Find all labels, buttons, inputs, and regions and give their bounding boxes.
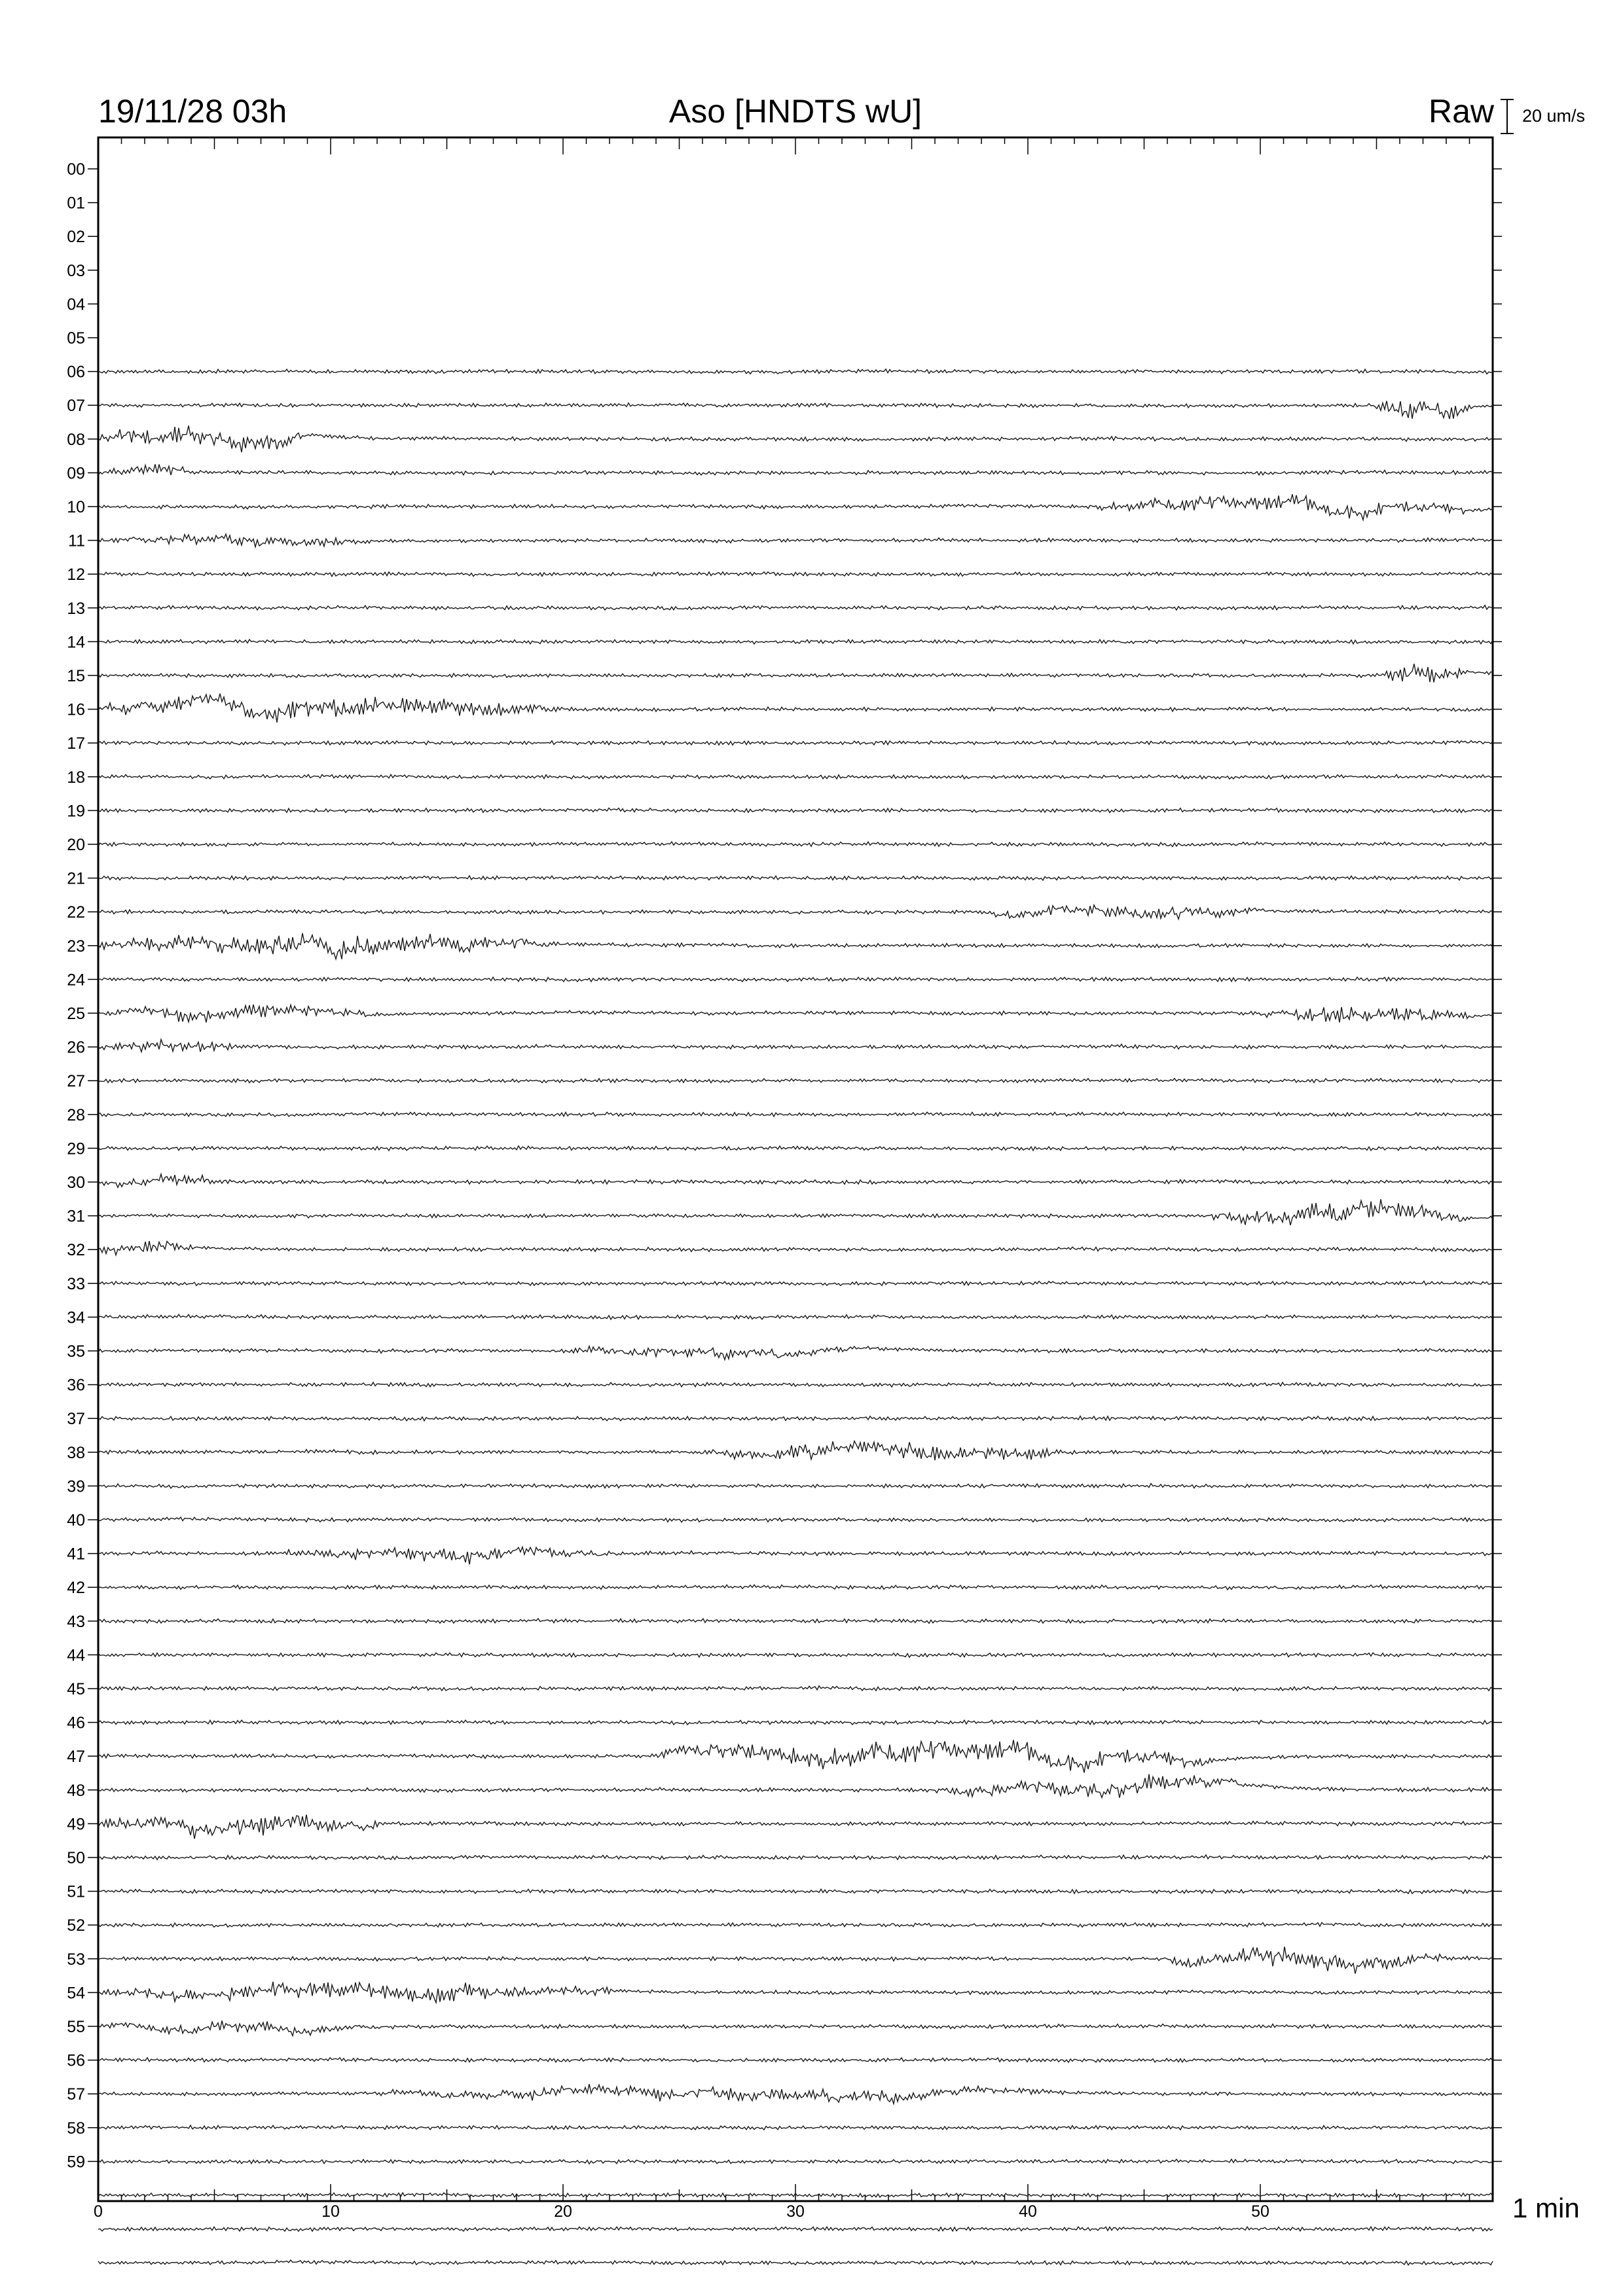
row-label-29: 29 <box>67 1139 85 1158</box>
trace-row-50 <box>98 1855 1493 1859</box>
trace-row-55 <box>98 2020 1493 2036</box>
row-label-04: 04 <box>67 295 85 314</box>
trace-row-51 <box>98 1889 1493 1893</box>
trace-row-13 <box>98 605 1493 610</box>
x-tick-label-30: 30 <box>786 2202 805 2221</box>
trace-row-61 <box>98 2227 1493 2231</box>
trace-row-53 <box>98 1946 1493 1973</box>
header-station: Aso [HNDTS wU] <box>668 93 922 130</box>
trace-row-57 <box>98 2084 1493 2104</box>
trace-row-36 <box>98 1382 1493 1387</box>
row-label-43: 43 <box>67 1612 85 1631</box>
row-labels <box>67 160 1502 2171</box>
row-label-49: 49 <box>67 1815 85 1834</box>
trace-row-59 <box>98 2159 1493 2164</box>
row-label-42: 42 <box>67 1579 85 1598</box>
trace-row-29 <box>98 1146 1493 1151</box>
trace-row-52 <box>98 1922 1493 1927</box>
row-label-44: 44 <box>67 1646 85 1665</box>
trace-row-25 <box>98 1005 1493 1022</box>
trace-row-15 <box>98 664 1493 682</box>
row-label-08: 08 <box>67 430 85 449</box>
trace-row-23 <box>98 933 1493 960</box>
row-label-27: 27 <box>67 1072 85 1091</box>
row-label-13: 13 <box>67 599 85 618</box>
row-label-48: 48 <box>67 1781 85 1800</box>
row-label-35: 35 <box>67 1342 85 1361</box>
row-label-34: 34 <box>67 1308 85 1327</box>
trace-row-22 <box>98 905 1493 920</box>
row-label-53: 53 <box>67 1950 85 1969</box>
row-label-10: 10 <box>67 498 85 516</box>
trace-row-54 <box>98 1982 1493 2003</box>
trace-row-14 <box>98 639 1493 644</box>
trace-row-43 <box>98 1619 1493 1623</box>
row-label-18: 18 <box>67 768 85 787</box>
x-tick-label-0: 0 <box>94 2202 103 2221</box>
header-mode: Raw <box>1428 93 1494 130</box>
row-label-07: 07 <box>67 397 85 416</box>
row-label-47: 47 <box>67 1748 85 1767</box>
trace-row-18 <box>98 774 1493 779</box>
trace-row-42 <box>98 1585 1493 1590</box>
row-label-09: 09 <box>67 464 85 483</box>
row-label-11: 11 <box>68 531 85 550</box>
trace-row-30 <box>98 1174 1493 1188</box>
trace-row-56 <box>98 2058 1493 2062</box>
trace-row-33 <box>98 1282 1493 1286</box>
x-tick-label-40: 40 <box>1019 2202 1037 2221</box>
trace-row-12 <box>98 572 1493 577</box>
trace-row-09 <box>98 464 1493 475</box>
trace-row-41 <box>98 1547 1493 1565</box>
row-label-54: 54 <box>67 1984 85 2003</box>
trace-row-26 <box>98 1039 1493 1052</box>
row-label-25: 25 <box>67 1005 85 1023</box>
row-label-40: 40 <box>67 1511 85 1530</box>
x-tick-label-50: 50 <box>1251 2202 1269 2221</box>
row-label-39: 39 <box>67 1477 85 1496</box>
row-label-17: 17 <box>67 734 85 753</box>
row-label-03: 03 <box>67 261 85 280</box>
row-label-19: 19 <box>67 802 85 821</box>
header-datetime: 19/11/28 03h <box>98 93 287 130</box>
row-label-16: 16 <box>67 700 85 719</box>
trace-row-40 <box>98 1517 1493 1522</box>
trace-row-37 <box>98 1416 1493 1421</box>
trace-row-16 <box>98 694 1493 723</box>
trace-row-34 <box>98 1314 1493 1319</box>
row-label-20: 20 <box>67 836 85 854</box>
row-label-50: 50 <box>67 1849 85 1867</box>
x-tick-label-20: 20 <box>554 2202 572 2221</box>
row-label-45: 45 <box>67 1680 85 1698</box>
x-tick-labels <box>94 2202 1269 2221</box>
row-label-57: 57 <box>67 2085 85 2104</box>
trace-row-08 <box>98 425 1493 452</box>
row-label-38: 38 <box>67 1443 85 1462</box>
row-label-26: 26 <box>67 1038 85 1057</box>
trace-row-27 <box>98 1079 1493 1083</box>
row-label-21: 21 <box>67 869 85 888</box>
row-label-28: 28 <box>67 1105 85 1124</box>
row-label-30: 30 <box>67 1174 85 1192</box>
trace-row-49 <box>98 1815 1493 1839</box>
row-label-05: 05 <box>67 329 85 348</box>
trace-row-21 <box>98 876 1493 880</box>
trace-row-06 <box>98 369 1493 374</box>
amplitude-scale-bar <box>1501 99 1514 134</box>
row-label-23: 23 <box>67 937 85 956</box>
trace-row-11 <box>98 534 1493 547</box>
row-label-55: 55 <box>67 2018 85 2036</box>
row-label-46: 46 <box>67 1713 85 1732</box>
row-label-24: 24 <box>67 971 85 990</box>
trace-row-47 <box>98 1740 1493 1772</box>
scale-label: 20 um/s <box>1522 106 1586 126</box>
trace-row-24 <box>98 977 1493 982</box>
row-label-01: 01 <box>67 194 85 213</box>
trace-row-58 <box>98 2125 1493 2130</box>
trace-row-48 <box>98 1774 1493 1798</box>
trace-row-38 <box>98 1441 1493 1461</box>
row-label-32: 32 <box>67 1241 85 1260</box>
row-label-31: 31 <box>67 1207 85 1226</box>
trace-row-46 <box>98 1720 1493 1725</box>
trace-row-19 <box>98 808 1493 813</box>
row-label-00: 00 <box>67 160 85 179</box>
trace-row-39 <box>98 1484 1493 1488</box>
row-label-51: 51 <box>67 1882 85 1901</box>
row-label-37: 37 <box>67 1410 85 1429</box>
trace-row-62 <box>98 2260 1493 2265</box>
row-label-33: 33 <box>67 1274 85 1293</box>
trace-row-32 <box>98 1241 1493 1255</box>
trace-row-35 <box>98 1346 1493 1360</box>
row-label-15: 15 <box>67 667 85 685</box>
row-label-22: 22 <box>67 903 85 922</box>
trace-row-10 <box>98 494 1493 520</box>
duration-label: 1 min <box>1512 2193 1580 2223</box>
row-label-52: 52 <box>67 1916 85 1935</box>
row-label-56: 56 <box>67 2051 85 2070</box>
trace-row-31 <box>98 1199 1493 1225</box>
trace-row-28 <box>98 1112 1493 1117</box>
x-tick-label-10: 10 <box>321 2202 340 2221</box>
row-label-06: 06 <box>67 363 85 382</box>
trace-row-20 <box>98 842 1493 847</box>
trace-row-07 <box>98 401 1493 420</box>
row-label-12: 12 <box>67 565 85 584</box>
row-label-59: 59 <box>67 2153 85 2172</box>
row-label-02: 02 <box>67 228 85 247</box>
trace-row-45 <box>98 1686 1493 1691</box>
trace-row-44 <box>98 1653 1493 1657</box>
row-label-36: 36 <box>67 1376 85 1395</box>
row-label-41: 41 <box>67 1545 85 1564</box>
row-label-14: 14 <box>67 633 85 652</box>
trace-row-17 <box>98 741 1493 745</box>
row-label-58: 58 <box>67 2119 85 2138</box>
trace-lines <box>98 369 1493 2265</box>
